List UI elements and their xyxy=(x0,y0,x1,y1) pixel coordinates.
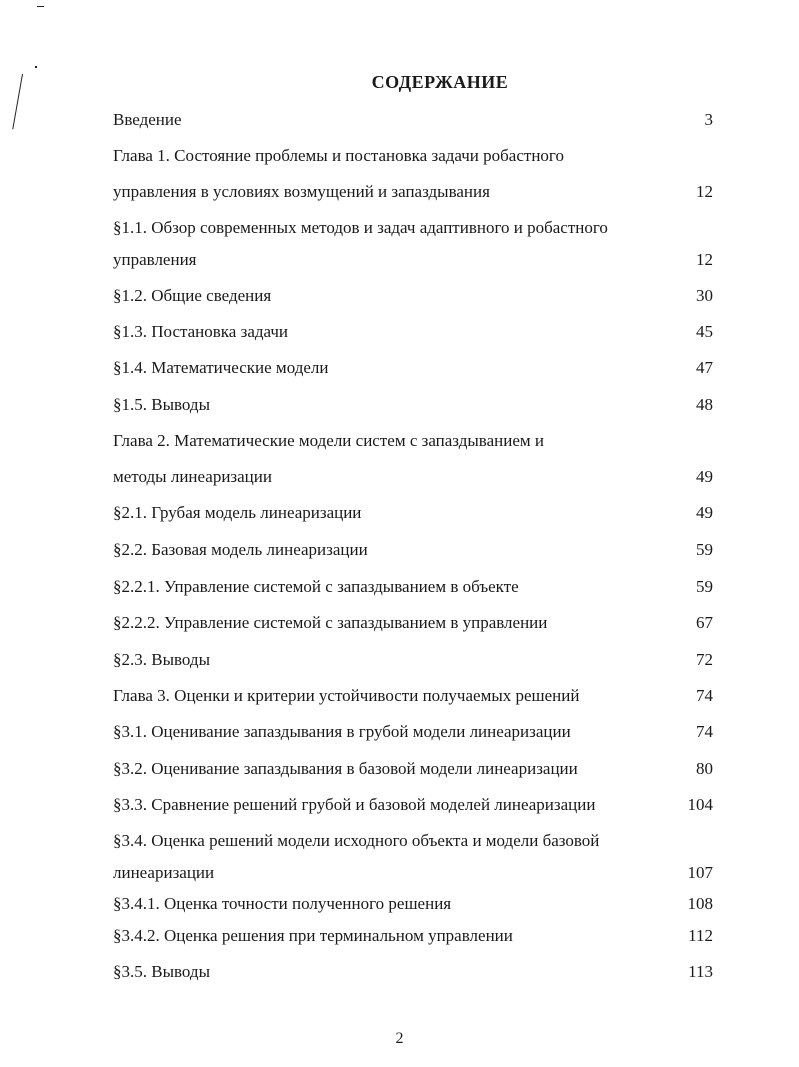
toc-entry-text: Глава 1. Состояние проблемы и постановка задачи робастного xyxy=(113,146,564,165)
toc-entry-page: 113 xyxy=(688,962,713,981)
toc-entry-text: §2.2.1. Управление системой с запаздыванием в объекте xyxy=(113,577,519,596)
toc-entry-page: 59 xyxy=(696,540,713,559)
toc-entry-text: §2.2.2. Управление системой с запаздыванием в управлении xyxy=(113,613,548,632)
toc-entry-text: управления в условиях возмущений и запаздывания xyxy=(113,182,490,201)
toc-entry-text: Глава 2. Математические модели систем с запаздыванием и xyxy=(113,431,544,450)
toc-entry-page: 72 xyxy=(696,650,713,669)
toc-entry-page: 48 xyxy=(696,395,713,414)
toc-entry-text: §1.5. Выводы xyxy=(113,395,211,414)
toc-entry-text: §2.3. Выводы xyxy=(113,650,211,669)
toc-entry-text: §1.4. Математические модели xyxy=(113,358,329,377)
toc-entry-text: §3.4.2. Оценка решения при терминальном управлении xyxy=(113,926,513,945)
toc-entry-page: 49 xyxy=(696,467,713,486)
toc-entry-text: §1.3. Постановка задачи xyxy=(113,322,289,341)
toc-entry-page: 45 xyxy=(696,322,713,341)
toc-entry-text: §2.1. Грубая модель линеаризации xyxy=(113,503,362,522)
toc-entry-text: §3.4. Оценка решений модели исходного объекта и модели базовой xyxy=(113,831,600,850)
toc-entry-page: 74 xyxy=(696,686,713,705)
toc-entry-text: §3.2. Оценивание запаздывания в базовой модели линеаризации xyxy=(113,759,578,778)
toc-entry-page: 47 xyxy=(696,358,713,377)
toc-entry-text: §1.2. Общие сведения xyxy=(113,286,272,305)
toc-entry-page: 30 xyxy=(696,286,713,305)
page-number: 2 xyxy=(395,1030,404,1047)
toc-entry-text: §3.4.1. Оценка точности полученного решения xyxy=(113,894,452,913)
toc-entry-page: 59 xyxy=(696,577,713,596)
toc-entry-text: §2.2. Базовая модель линеаризации xyxy=(113,540,368,559)
toc-entry-page: 3 xyxy=(704,110,713,129)
toc-entry-page: 80 xyxy=(696,759,713,778)
scan-mark-dot xyxy=(35,66,37,68)
toc-entry-page: 12 xyxy=(696,182,713,201)
toc-entry-text: §3.1. Оценивание запаздывания в грубой модели линеаризации xyxy=(113,722,571,741)
toc-entry-page: 107 xyxy=(687,863,713,882)
toc-entry-page: 112 xyxy=(688,926,713,945)
toc-entry-text: методы линеаризации xyxy=(113,467,272,486)
toc-entry-page: 49 xyxy=(696,503,713,522)
toc-entry-text: управления xyxy=(113,250,197,269)
toc-entry-text: §3.5. Выводы xyxy=(113,962,211,981)
toc-entry-text: Введение xyxy=(113,110,182,129)
toc-entry-page: 74 xyxy=(696,722,713,741)
toc-entry-page: 104 xyxy=(687,795,713,814)
scan-mark-top xyxy=(37,6,44,7)
toc-entry-text: §3.3. Сравнение решений грубой и базовой моделей линеаризации xyxy=(113,795,596,814)
toc-entry-text: линеаризации xyxy=(113,863,215,882)
toc-entry-page: 67 xyxy=(696,613,713,632)
toc-entry-text: §1.1. Обзор современных методов и задач адаптивного и робастного xyxy=(113,218,608,237)
toc-entry-page: 108 xyxy=(687,894,713,913)
toc-title: СОДЕРЖАНИЕ xyxy=(371,72,509,92)
toc-entry-page: 12 xyxy=(696,250,713,269)
toc-entry-text: Глава 3. Оценки и критерии устойчивости получаемых решений xyxy=(113,686,580,705)
